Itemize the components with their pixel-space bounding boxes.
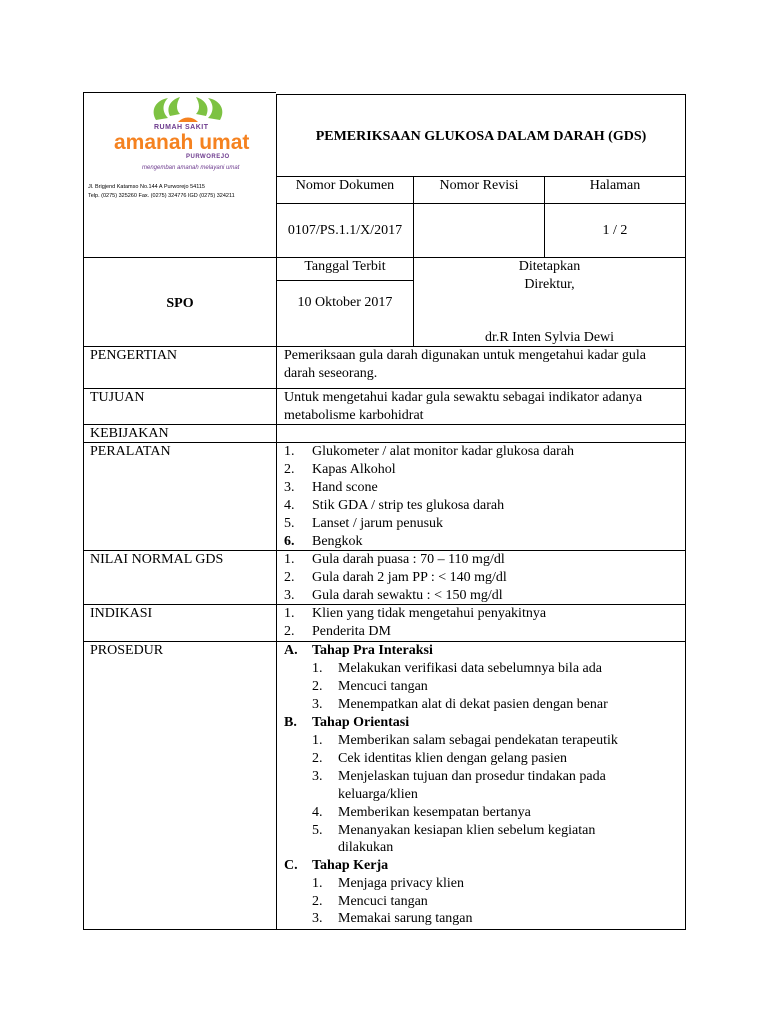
list-number: 2. bbox=[312, 751, 323, 766]
list-number: 5. bbox=[312, 823, 323, 838]
hospital-logo bbox=[88, 92, 270, 212]
step-letter: A. bbox=[284, 643, 298, 658]
logo-name: amanah umat bbox=[114, 131, 250, 154]
director-label: Direktur, bbox=[524, 277, 575, 292]
row-line-date bbox=[276, 280, 414, 281]
list-item: Gula darah puasa : 70 – 110 mg/dl bbox=[312, 552, 505, 567]
approved-label: Ditetapkan bbox=[518, 259, 581, 274]
border-left-logo bbox=[83, 92, 84, 257]
revision-label: Nomor Revisi bbox=[439, 178, 519, 193]
list-item: Bengkok bbox=[312, 534, 363, 549]
list-number: 2. bbox=[284, 624, 295, 639]
issue-date-label: Tanggal Terbit bbox=[304, 259, 386, 274]
list-item: Stik GDA / strip tes glukosa darah bbox=[312, 498, 505, 513]
step-letter: B. bbox=[284, 715, 297, 730]
list-item: Menempatkan alat di dekat pasien dengan benar bbox=[338, 697, 608, 712]
list-item: Hand scone bbox=[312, 480, 378, 495]
list-number: 1. bbox=[312, 876, 323, 891]
list-number: 2. bbox=[284, 462, 295, 477]
list-number: 2. bbox=[312, 679, 323, 694]
list-number: 3. bbox=[312, 911, 323, 926]
list-item: Melakukan verifikasi data sebelumnya bila ada bbox=[338, 661, 602, 676]
list-number: 1. bbox=[312, 733, 323, 748]
row-line-tujuan bbox=[83, 424, 686, 425]
list-item: Memberikan salam sebagai pendekatan terapeutik bbox=[338, 733, 618, 748]
border-left-main bbox=[83, 258, 84, 930]
step-title: Tahap Orientasi bbox=[312, 715, 410, 730]
list-item: Kapas Alkohol bbox=[312, 462, 396, 477]
logo-tagline: mengemban amanah melayani umat bbox=[142, 165, 240, 171]
list-item: Memberikan kesempatan bertanya bbox=[338, 805, 531, 820]
list-item: Cek identitas klien dengan gelang pasien bbox=[338, 751, 567, 766]
step-title: Tahap Pra Interaksi bbox=[312, 643, 433, 658]
list-item: Mencuci tangan bbox=[338, 894, 428, 909]
list-number: 4. bbox=[284, 498, 295, 513]
list-number: 1. bbox=[284, 444, 295, 459]
label-peralatan: PERALATAN bbox=[90, 444, 171, 459]
tujuan-line-1: Untuk mengetahui kadar gula sewaktu sebagai indikator adanya bbox=[284, 390, 643, 405]
list-number: 1. bbox=[284, 606, 295, 621]
logo-city: PURWOREJO bbox=[186, 154, 230, 160]
list-item: Menjelaskan tujuan dan prosedur tindakan pada bbox=[338, 769, 606, 784]
page-number: 1 / 2 bbox=[602, 223, 628, 238]
label-tujuan: TUJUAN bbox=[90, 390, 145, 405]
pengertian-line-2: darah seseorang. bbox=[284, 366, 378, 381]
logo-phone: Telp. (0275) 325260 Fax. (0275) 324776 IGD (0275) 324211 bbox=[88, 193, 235, 199]
list-number: 4. bbox=[312, 805, 323, 820]
logo-address: Jl. Brigjend Katamso No.144 A Purworejo 54115 bbox=[88, 184, 205, 190]
border-right bbox=[685, 94, 686, 930]
list-item: Menjaga privacy klien bbox=[338, 876, 464, 891]
row-line-labels bbox=[276, 203, 686, 204]
col-divider-main bbox=[276, 94, 277, 930]
step-title: Tahap Kerja bbox=[312, 858, 389, 873]
page-label: Halaman bbox=[589, 178, 641, 193]
list-item: Penderita DM bbox=[312, 624, 391, 639]
list-item: Mencuci tangan bbox=[338, 679, 428, 694]
list-item: Menanyakan kesiapan klien sebelum kegiatan bbox=[338, 823, 596, 838]
spo-label: SPO bbox=[166, 296, 194, 311]
list-number: 5. bbox=[284, 516, 295, 531]
list-number: 1. bbox=[284, 552, 295, 567]
document-title: PEMERIKSAAN GLUKOSA DALAM DARAH (GDS) bbox=[315, 129, 647, 144]
border-top-right bbox=[276, 94, 686, 95]
doc-number-label: Nomor Dokumen bbox=[295, 178, 395, 193]
list-number: 3. bbox=[312, 697, 323, 712]
list-number: 1. bbox=[312, 661, 323, 676]
list-item: Lanset / jarum penusuk bbox=[312, 516, 444, 531]
label-kebijakan: KEBIJAKAN bbox=[90, 426, 169, 441]
list-item: Gula darah sewaktu : < 150 mg/dl bbox=[312, 588, 503, 603]
list-number: 2. bbox=[284, 570, 295, 585]
logo-leaves-icon bbox=[148, 94, 228, 124]
list-number: 6. bbox=[284, 534, 295, 549]
label-indikasi: INDIKASI bbox=[90, 606, 153, 621]
label-nilai-normal: NILAI NORMAL GDS bbox=[90, 552, 224, 567]
label-pengertian: PENGERTIAN bbox=[90, 348, 178, 363]
list-item-continuation: keluarga/klien bbox=[338, 787, 418, 802]
label-prosedur: PROSEDUR bbox=[90, 643, 164, 658]
list-number: 2. bbox=[312, 894, 323, 909]
step-letter: C. bbox=[284, 858, 298, 873]
list-number: 3. bbox=[284, 588, 295, 603]
list-item: Klien yang tidak mengetahui penyakitnya bbox=[312, 606, 547, 621]
doc-number: 0107/PS.1.1/X/2017 bbox=[287, 223, 403, 238]
list-item: Gula darah 2 jam PP : < 140 mg/dl bbox=[312, 570, 507, 585]
director-name: dr.R Inten Sylvia Dewi bbox=[484, 330, 615, 345]
issue-date: 10 Oktober 2017 bbox=[297, 295, 393, 310]
list-item-continuation: dilakukan bbox=[338, 840, 394, 855]
list-item: Memakai sarung tangan bbox=[338, 911, 473, 926]
pengertian-line-1: Pemeriksaan gula darah digunakan untuk mengetahui kadar gula bbox=[284, 348, 646, 363]
list-number: 3. bbox=[284, 480, 295, 495]
list-number: 3. bbox=[312, 769, 323, 784]
tujuan-line-2: metabolisme karbohidrat bbox=[284, 408, 424, 423]
border-bottom bbox=[83, 929, 686, 930]
logo-top-label: RUMAH SAKIT bbox=[154, 124, 209, 131]
list-item: Glukometer / alat monitor kadar glukosa darah bbox=[312, 444, 575, 459]
